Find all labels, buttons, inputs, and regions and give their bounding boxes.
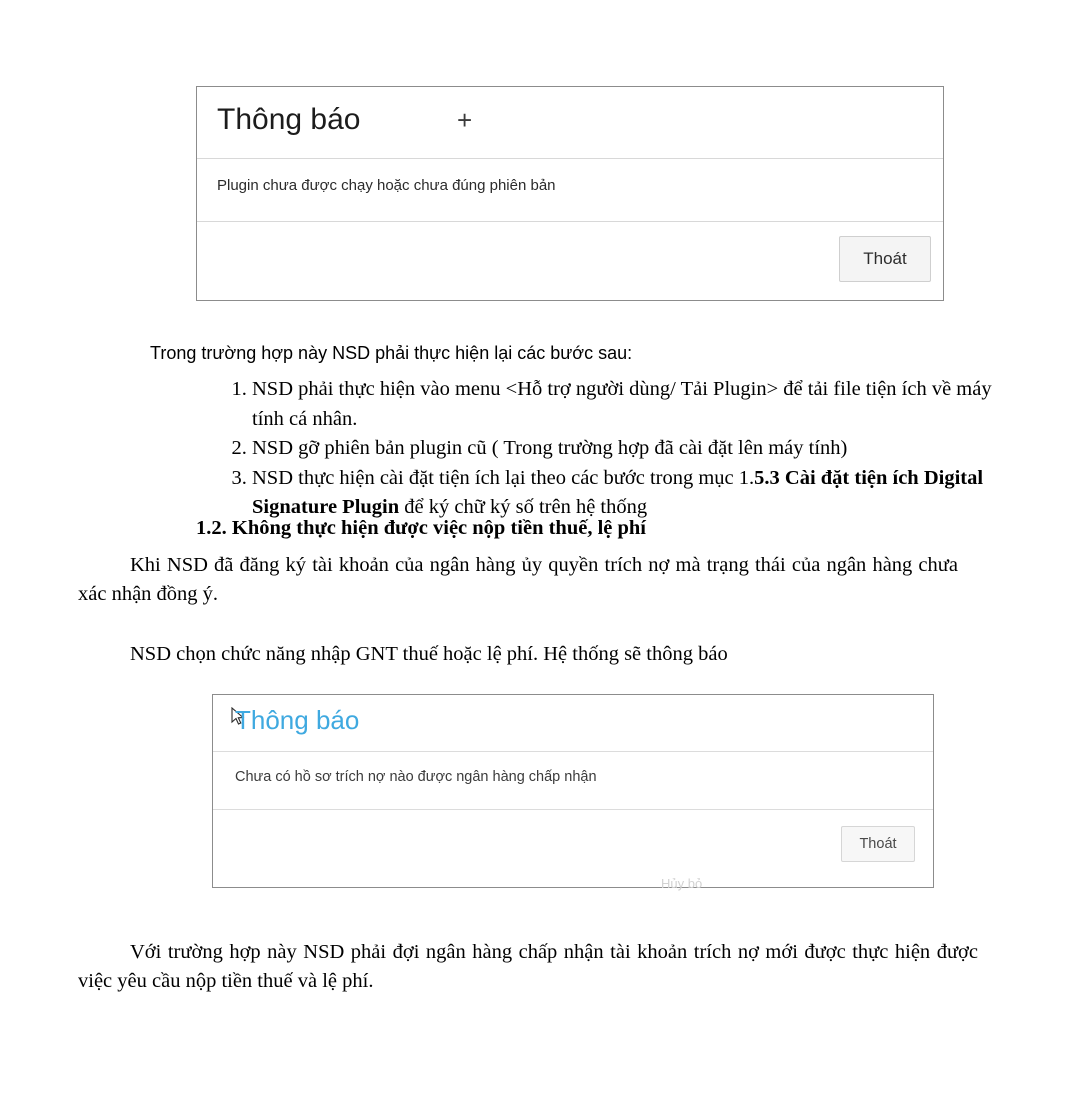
list-item-bold: 5.3 Cài đặt tiện ích Digital Signature Plugin — [252, 466, 984, 518]
paragraph-voi-text: Với trường hợp này NSD phải đợi ngân hàng chấp nhận tài khoản trích nợ mới được thực hiện được việc yêu cầu nộp tiền thuế và lệ phí. — [78, 941, 978, 992]
paragraph-nsd-chon — [78, 640, 978, 669]
dialog-message: Plugin chưa được chạy hoặc chưa đúng phiên bản — [217, 177, 556, 194]
paragraph-nsd-text: NSD chọn chức năng nhập GNT thuế hoặc lệ phí. Hệ thống sẽ thông báo — [130, 643, 728, 665]
dialog-body — [197, 159, 943, 222]
dialog-footer — [213, 810, 933, 891]
dialog-message: Chưa có hồ sơ trích nợ nào được ngân hàng chấp nhận — [235, 769, 597, 785]
dialog-title: Thông báo — [235, 705, 360, 735]
section-heading: 1.2. Không thực hiện được việc nộp tiền thuế, lệ phí — [196, 517, 646, 539]
intro-paragraph: Trong trường hợp này NSD phải thực hiện lại các bước sau: — [150, 343, 633, 363]
dialog-header — [213, 695, 933, 752]
dialog-body — [213, 752, 933, 810]
dialog-footer — [197, 222, 943, 300]
steps-list — [196, 375, 1012, 523]
notification-dialog-plugin — [196, 86, 944, 301]
dialog-header — [197, 87, 943, 159]
ghost-label: Hủy bỏ — [661, 876, 703, 891]
list-item-tail: để ký chữ ký số trên hệ thống — [399, 496, 648, 518]
list-item: 2. NSD gỡ phiên bản plugin cũ ( Trong trường hợp đã cài đặt lên máy tính) — [252, 434, 1012, 464]
close-button[interactable]: Thoát — [841, 826, 915, 862]
plus-icon[interactable]: + — [457, 105, 473, 135]
notification-dialog-debit — [212, 694, 934, 891]
close-button[interactable]: Thoát — [839, 236, 931, 282]
list-item: 1. NSD phải thực hiện vào menu <Hỗ trợ người dùng/ Tải Plugin> để tải file tiện ích về máy tính cá nhân. — [252, 375, 1012, 434]
dialog-title: Thông báo — [217, 103, 361, 136]
paragraph-voi — [78, 938, 978, 996]
list-item-text: NSD thực hiện cài đặt tiện ích lại theo các bước trong mục 1. — [252, 466, 755, 489]
paragraph-khi-text: Khi NSD đã đăng ký tài khoản của ngân hàng ủy quyền trích nợ mà trạng thái của ngân hàng chưa xác nhận đồng ý. — [78, 554, 958, 605]
paragraph-khi — [78, 551, 958, 609]
